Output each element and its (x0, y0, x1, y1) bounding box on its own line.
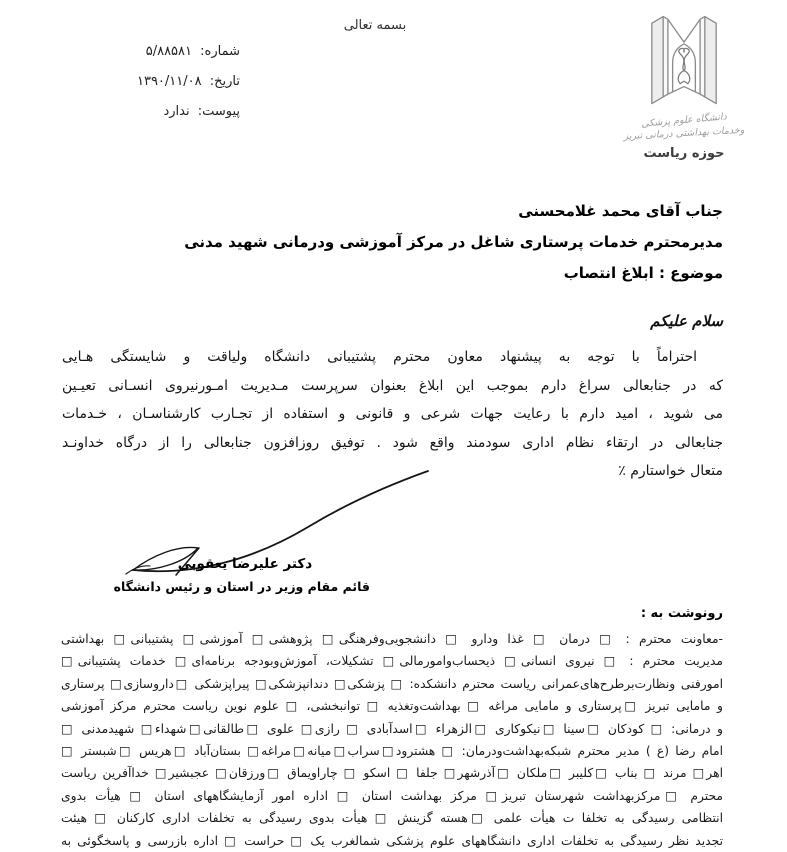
copies-heading: رونوشت به : (640, 606, 723, 621)
letter-date-label: تاریخ: (209, 74, 240, 89)
signer-name: دکتر علیرضا یعقوبی (177, 556, 313, 572)
org-name-calligraphy-line2: وخدمات بهداشتی درمانی تبریز (623, 124, 745, 143)
letter-number-value: ۵/۸۸۵۸۱ (145, 44, 193, 59)
letter-attachment-row (57, 102, 240, 132)
body-line: متعال خواستارم ٪ (618, 463, 723, 479)
letter-number-row (57, 42, 240, 72)
copies-line: و درمانی: □ کودکان □سینا □نیکوکاری □الزهراء □اسدآبادی □ رازی□ علوی □طالقانی□شهداء□ شهیدمدنی □ (61, 721, 723, 736)
body-line: می شوید ، امید دارم با رعایت جهات شرعی و قانونی و استفاده از تجـارب کارشناسـان ، خـدمات (62, 406, 723, 422)
copies-line: و مامایی تبریز □پرستاری و مامایی مراغه □ بهداشت‌وتغذیه □ توانبخشی، □ علوم نوین ریاست محترم مرکز آموزشی (61, 699, 723, 714)
addressee-block (64, 196, 723, 289)
copies-list (61, 628, 723, 852)
copies-line: تجدید نظر رسیدگی به تخلفات اداری دانشگاههای علوم پزشکی شمالغرب یک □ حراست □ اداره بازرسی و پاسخگوئی به (61, 833, 723, 848)
salutation-text: سلام علیکم (650, 312, 723, 330)
copies-line: امورفنی ونظارت‌برطرح‌های‌عمرانی ریاست محترم دانشکده: □ پزشکی□ دندانپزشکی□ پیراپزشکی □داروسازی□ پرستاری (61, 676, 723, 691)
copies-line: محترم □مرکزبهداشت شهرستان تبریز□ مرکز بهداشت استان □ اداره امور آزمایشگاههای استان □ هیأت بدوی (61, 788, 723, 803)
bismillah-text: بسمه تعالی (343, 18, 407, 33)
department-title: حوزه ریاست (643, 146, 725, 161)
addressee-title: مدیرمحترم خدمات پرستاری شاغل در مرکز آموزشی ودرمانی شهید مدنی (184, 233, 723, 251)
university-open-book-emblem-icon (645, 8, 723, 114)
letter-subject: موضوع : ابلاغ انتصاب (563, 264, 723, 282)
signer-title: قائم مقام وزیر در استان و رئیس دانشگاه (113, 579, 370, 594)
letter-attachment-label: پیوست: (197, 104, 240, 119)
copies-line: امام رضا (ع ) مدیر محترم شبکه‌بهداشت‌ودرمان: □ هشترود□سراب□میانه□مراغه□ بستان‌آباد □هریس □شبستر □ (61, 744, 723, 759)
letter-meta-block (57, 42, 240, 132)
letter-number-label: شماره: (200, 44, 240, 59)
body-line: جنابعالی در ارتقاء نظام اداری سودمند واقع شود . توفیق روزافزون جنابعالی را از درگاه خداونـد (62, 434, 723, 451)
body-line: احتراماً با توجه به پیشنهاد معاون محترم پشتیبانی دانشگاه ولیاقت و شایستگی هـایی (62, 349, 697, 365)
addressee-name: جناب آقای محمد غلامحسنی (518, 202, 723, 220)
letter-date-value: ۱۳۹۰/۱۱/۰۸ (136, 74, 202, 89)
letterhead-block (614, 8, 754, 161)
signer-block (113, 556, 370, 594)
copies-line: -معاونت محترم : □ درمان □ غذا ودارو □ دانشجویی‌وفرهنگی□ پژوهشی□ آموزشی□ پشتیبانی□ بهداشتی (61, 632, 723, 646)
body-line: که در جنابعالی سراغ دارم بموجب این ابلاغ بعنوان سرپرست مـدیریت امـورنیروی انسـانی تعیـین (62, 377, 723, 394)
copies-line: مدیریت محترم : □ نیروی انسانی□ ذیحساب‌وامورمالی□ تشکیلات، آموزش‌وبودجه برنامه‌ای□ خدمات پشتیبانی□ (61, 654, 723, 669)
letter-date-row (57, 72, 240, 102)
letter-attachment-value: ندارد (163, 104, 190, 119)
org-name-calligraphy-line1: دانشگاه علوم پزشکی (640, 111, 728, 130)
copies-line: اهر□ مرند □ بناب □کلیبر □ملکان □آذرشهر□ جلفا □ اسکو □ چاراویماق □ورزقان□ عجبشیر□ خداآفرین ریاست (61, 766, 723, 781)
copies-line: انتظامی رسیدگی به تخلفا ت هیأت علمی □هسته گزینش □ هیأت بدوی رسیدگی به تخلفات اداری کارکنان □ هیئت (61, 811, 723, 826)
